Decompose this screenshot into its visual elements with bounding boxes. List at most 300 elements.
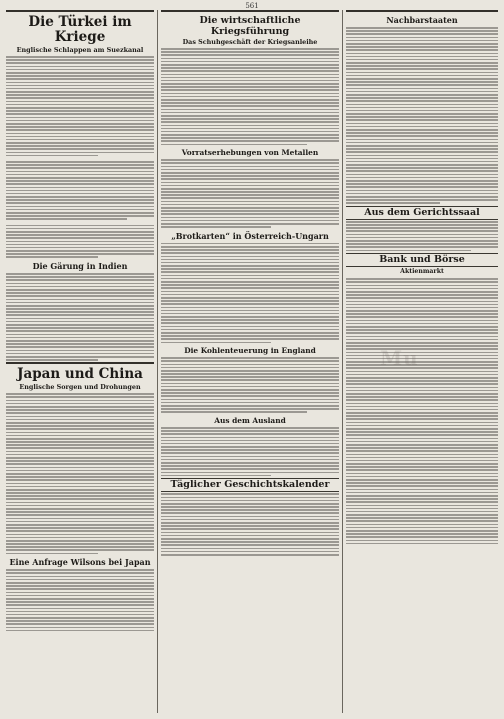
text-line — [161, 532, 339, 534]
text-line — [6, 110, 154, 112]
text-line — [346, 240, 498, 242]
text-line — [161, 128, 339, 130]
subheadline-suez: Englische Schlappen am Suezkanal — [16, 46, 144, 54]
text-line — [346, 339, 498, 341]
text-line — [161, 367, 339, 369]
text-line — [6, 521, 154, 523]
text-line — [6, 215, 154, 217]
text-line — [346, 246, 498, 248]
text-line — [161, 249, 339, 251]
text-line — [6, 155, 98, 157]
text-line — [161, 48, 339, 50]
text-line — [346, 97, 498, 99]
section-divider — [6, 10, 154, 12]
text-line — [161, 395, 339, 397]
text-line — [6, 340, 154, 342]
text-line — [346, 177, 498, 179]
text-line — [346, 104, 498, 106]
text-line — [6, 167, 154, 169]
text-line — [6, 457, 154, 459]
text-line — [161, 93, 339, 95]
text-line — [6, 107, 154, 109]
text-line — [6, 346, 154, 348]
text-line — [346, 454, 498, 456]
text-line — [346, 91, 498, 93]
text-line — [6, 250, 154, 252]
text-line — [6, 441, 154, 443]
text-line — [6, 289, 154, 291]
text-line — [346, 403, 498, 405]
text-line — [161, 259, 339, 261]
text-line — [346, 457, 498, 459]
text-line — [161, 102, 339, 104]
text-line — [161, 191, 339, 193]
text-line — [6, 311, 154, 313]
text-line — [161, 96, 339, 98]
text-line — [6, 463, 154, 465]
text-line — [6, 604, 154, 606]
text-line — [161, 223, 339, 225]
text-line — [6, 177, 154, 179]
text-line — [161, 220, 339, 222]
text-line — [161, 541, 339, 543]
text-line — [161, 291, 339, 293]
text-line — [6, 514, 154, 516]
text-line — [161, 118, 339, 120]
text-line — [346, 473, 498, 475]
text-line — [6, 359, 98, 361]
text-line — [6, 540, 154, 542]
text-line — [346, 422, 498, 424]
text-line — [6, 183, 154, 185]
text-line — [161, 271, 339, 273]
text-line — [6, 56, 154, 58]
article-body — [161, 493, 339, 555]
text-line — [6, 174, 154, 176]
text-line — [6, 576, 154, 578]
text-line — [161, 182, 339, 184]
text-line — [346, 460, 498, 462]
text-line — [6, 511, 154, 513]
text-line — [6, 104, 154, 106]
text-line — [6, 608, 154, 610]
text-line — [6, 292, 154, 294]
text-line — [6, 218, 127, 220]
text-line — [6, 350, 154, 352]
headline-metal-survey: Vorratserhebungen von Metallen — [181, 148, 319, 158]
text-line — [6, 505, 154, 507]
text-line — [6, 406, 154, 408]
text-line — [6, 279, 154, 281]
text-line — [161, 522, 339, 524]
text-line — [161, 383, 339, 385]
text-line — [6, 82, 154, 84]
text-line — [346, 43, 498, 45]
column-left — [6, 10, 154, 713]
text-line — [161, 140, 339, 142]
text-line — [161, 443, 339, 445]
text-line — [346, 530, 498, 532]
text-line — [161, 86, 339, 88]
text-line — [346, 49, 498, 51]
text-line — [161, 284, 339, 286]
text-line — [161, 493, 339, 495]
text-line — [346, 123, 498, 125]
headline-turkey-war: Die Türkei im Kriege — [28, 14, 132, 45]
text-line — [346, 434, 498, 436]
text-line — [6, 627, 154, 629]
text-line — [161, 61, 339, 63]
text-line — [6, 585, 154, 587]
text-line — [6, 318, 154, 320]
text-line — [6, 524, 154, 526]
headline-india: Die Gärung in Indien — [32, 261, 128, 272]
text-line — [6, 66, 154, 68]
article-body — [161, 159, 339, 228]
text-line — [346, 326, 498, 328]
text-line — [346, 332, 498, 334]
headline-bread-cards: „Brotkarten“ in Österreich-Ungarn — [171, 230, 329, 241]
text-line — [6, 530, 154, 532]
text-line — [6, 193, 154, 195]
text-line — [346, 543, 498, 545]
text-line — [346, 469, 498, 471]
text-line — [6, 199, 154, 201]
text-line — [161, 294, 339, 296]
text-line — [346, 113, 498, 115]
text-line — [161, 449, 339, 451]
text-line — [161, 316, 339, 318]
text-line — [346, 463, 498, 465]
text-line — [6, 171, 154, 173]
text-line — [6, 343, 154, 345]
text-line — [6, 126, 154, 128]
text-line — [161, 74, 339, 76]
headline-economic-warfare: Die wirtschaftliche Kriegsführung — [199, 15, 301, 37]
text-line — [6, 444, 154, 446]
text-line — [161, 475, 271, 477]
text-line — [6, 202, 154, 204]
text-line — [6, 133, 154, 135]
headline-abroad: Aus dem Ausland — [214, 415, 286, 425]
text-line — [161, 278, 339, 280]
text-line — [346, 132, 498, 134]
text-line — [161, 121, 339, 123]
text-line — [346, 307, 498, 309]
text-line — [161, 105, 339, 107]
text-line — [161, 551, 339, 553]
text-line — [6, 334, 154, 336]
text-line — [346, 139, 498, 141]
text-line — [161, 386, 339, 388]
text-line — [161, 204, 339, 206]
text-line — [346, 495, 498, 497]
text-line — [6, 62, 154, 64]
text-line — [161, 99, 339, 101]
headline-history-calendar: Täglicher Geschichtskalender — [161, 478, 339, 492]
text-line — [6, 483, 154, 485]
text-line — [6, 244, 154, 246]
text-line — [346, 352, 498, 354]
text-line — [346, 88, 498, 90]
text-line — [161, 462, 339, 464]
text-line — [161, 207, 339, 209]
text-line — [161, 275, 339, 277]
text-line — [6, 123, 154, 125]
text-line — [6, 393, 154, 395]
article-body — [6, 273, 154, 361]
text-line — [161, 554, 339, 556]
text-line — [346, 377, 498, 379]
text-line — [6, 396, 154, 398]
text-line — [161, 402, 339, 404]
text-line — [161, 185, 339, 187]
subheadline-war-loan: Das Schuhgeschäft der Kriegsanleihe — [182, 38, 318, 46]
text-line — [346, 281, 498, 283]
text-line — [161, 134, 339, 136]
text-line — [346, 56, 498, 58]
text-line — [161, 226, 271, 228]
text-line — [346, 72, 498, 74]
text-line — [161, 408, 339, 410]
text-line — [346, 155, 498, 157]
text-line — [346, 336, 498, 338]
text-line — [346, 441, 498, 443]
text-line — [161, 131, 339, 133]
text-line — [346, 237, 498, 239]
text-line — [346, 224, 498, 226]
text-line — [161, 364, 339, 366]
text-line — [161, 338, 339, 340]
text-line — [6, 425, 154, 427]
text-line — [161, 175, 339, 177]
text-line — [346, 447, 498, 449]
text-line — [161, 265, 339, 267]
text-line — [346, 145, 498, 147]
headline-bank-exchange: Bank und Börse — [346, 253, 498, 267]
text-line — [346, 234, 498, 236]
text-line — [161, 262, 339, 264]
text-line — [161, 357, 339, 359]
text-line — [6, 601, 154, 603]
text-line — [346, 129, 498, 131]
text-line — [6, 101, 154, 103]
text-line — [161, 210, 339, 212]
text-line — [346, 119, 498, 121]
text-line — [6, 337, 154, 339]
text-line — [161, 313, 339, 315]
text-line — [346, 505, 498, 507]
text-line — [161, 376, 339, 378]
text-line — [161, 370, 339, 372]
text-line — [346, 297, 498, 299]
text-line — [6, 438, 154, 440]
text-line — [161, 433, 339, 435]
text-line — [6, 353, 154, 355]
text-line — [161, 440, 339, 442]
text-line — [6, 283, 154, 285]
text-line — [346, 479, 498, 481]
text-line — [161, 360, 339, 362]
headline-neighbor-states: Nachbarstaaten — [386, 15, 458, 25]
text-line — [6, 598, 154, 600]
text-line — [161, 58, 339, 60]
headline-wilson-japan: Eine Anfrage Wilsons bei Japan — [9, 557, 151, 568]
text-line — [346, 250, 471, 252]
article-body — [6, 393, 154, 554]
text-line — [346, 409, 498, 411]
text-line — [161, 528, 339, 530]
text-line — [161, 77, 339, 79]
text-line — [6, 273, 154, 275]
text-line — [346, 482, 498, 484]
text-line — [161, 446, 339, 448]
text-line — [346, 533, 498, 535]
text-line — [161, 405, 339, 407]
text-line — [346, 345, 498, 347]
text-line — [6, 164, 154, 166]
text-line — [161, 319, 339, 321]
text-line — [6, 527, 154, 529]
text-line — [161, 80, 339, 82]
text-line — [6, 588, 154, 590]
text-line — [161, 125, 339, 127]
text-line — [161, 178, 339, 180]
text-line — [6, 305, 154, 307]
text-line — [346, 412, 498, 414]
text-line — [6, 508, 154, 510]
page-number: 561 — [245, 2, 259, 10]
text-line — [6, 286, 154, 288]
text-line — [161, 89, 339, 91]
text-line — [346, 68, 498, 70]
text-line — [6, 209, 154, 211]
text-line — [161, 472, 339, 474]
text-line — [6, 592, 154, 594]
column-right — [346, 10, 498, 713]
headline-courtroom: Aus dem Gerichtssaal — [346, 206, 498, 220]
text-line — [346, 355, 498, 357]
text-line — [6, 419, 154, 421]
text-line — [6, 253, 154, 255]
text-line — [161, 329, 339, 331]
text-line — [6, 72, 154, 74]
text-line — [346, 466, 498, 468]
text-line — [346, 304, 498, 306]
text-line — [346, 501, 498, 503]
text-line — [6, 432, 154, 434]
text-line — [346, 485, 498, 487]
text-line — [161, 197, 339, 199]
text-line — [346, 37, 498, 39]
text-line — [6, 324, 154, 326]
text-line — [161, 172, 339, 174]
text-line — [346, 387, 498, 389]
article-body — [161, 243, 339, 343]
headline-japan-china: Japan und China — [17, 366, 143, 383]
text-line — [6, 139, 154, 141]
text-line — [161, 548, 339, 550]
text-line — [346, 361, 498, 363]
text-line — [6, 460, 154, 462]
text-line — [6, 152, 154, 154]
text-line — [346, 323, 498, 325]
text-line — [161, 500, 339, 502]
text-line — [346, 135, 498, 137]
text-line — [161, 535, 339, 537]
section-divider — [6, 362, 154, 364]
text-line — [346, 126, 498, 128]
article-body — [161, 427, 339, 476]
text-line — [161, 166, 339, 168]
text-line — [161, 389, 339, 391]
text-line — [346, 390, 498, 392]
text-line — [161, 322, 339, 324]
text-line — [161, 452, 339, 454]
text-line — [6, 85, 154, 87]
text-line — [346, 476, 498, 478]
text-line — [6, 569, 154, 571]
text-line — [346, 511, 498, 513]
text-line — [346, 320, 498, 322]
text-line — [6, 161, 154, 163]
text-line — [161, 544, 339, 546]
text-line — [161, 503, 339, 505]
text-line — [346, 310, 498, 312]
text-line — [161, 246, 339, 248]
text-line — [346, 116, 498, 118]
text-line — [6, 148, 154, 150]
text-line — [6, 579, 154, 581]
text-line — [6, 88, 154, 90]
text-line — [346, 75, 498, 77]
text-line — [6, 117, 154, 119]
text-line — [6, 492, 154, 494]
text-line — [6, 489, 154, 491]
text-line — [346, 371, 498, 373]
text-line — [6, 120, 154, 122]
watermark: Mu — [380, 346, 419, 370]
text-line — [346, 30, 498, 32]
text-line — [6, 241, 154, 243]
text-line — [346, 294, 498, 296]
text-line — [6, 190, 154, 192]
text-line — [6, 412, 154, 414]
text-line — [6, 451, 154, 453]
text-line — [346, 313, 498, 315]
text-line — [6, 299, 154, 301]
text-line — [346, 161, 498, 163]
text-line — [161, 373, 339, 375]
text-line — [346, 227, 498, 229]
text-line — [6, 611, 154, 613]
text-line — [161, 144, 307, 146]
text-line — [6, 75, 154, 77]
text-line — [6, 595, 154, 597]
text-line — [346, 148, 498, 150]
text-line — [161, 162, 339, 164]
text-line — [6, 308, 154, 310]
text-line — [161, 437, 339, 439]
text-line — [6, 91, 154, 93]
text-line — [6, 502, 154, 504]
text-line — [346, 415, 498, 417]
text-line — [346, 53, 498, 55]
text-line — [346, 65, 498, 67]
text-line — [6, 356, 154, 358]
text-line — [6, 78, 154, 80]
text-line — [346, 536, 498, 538]
